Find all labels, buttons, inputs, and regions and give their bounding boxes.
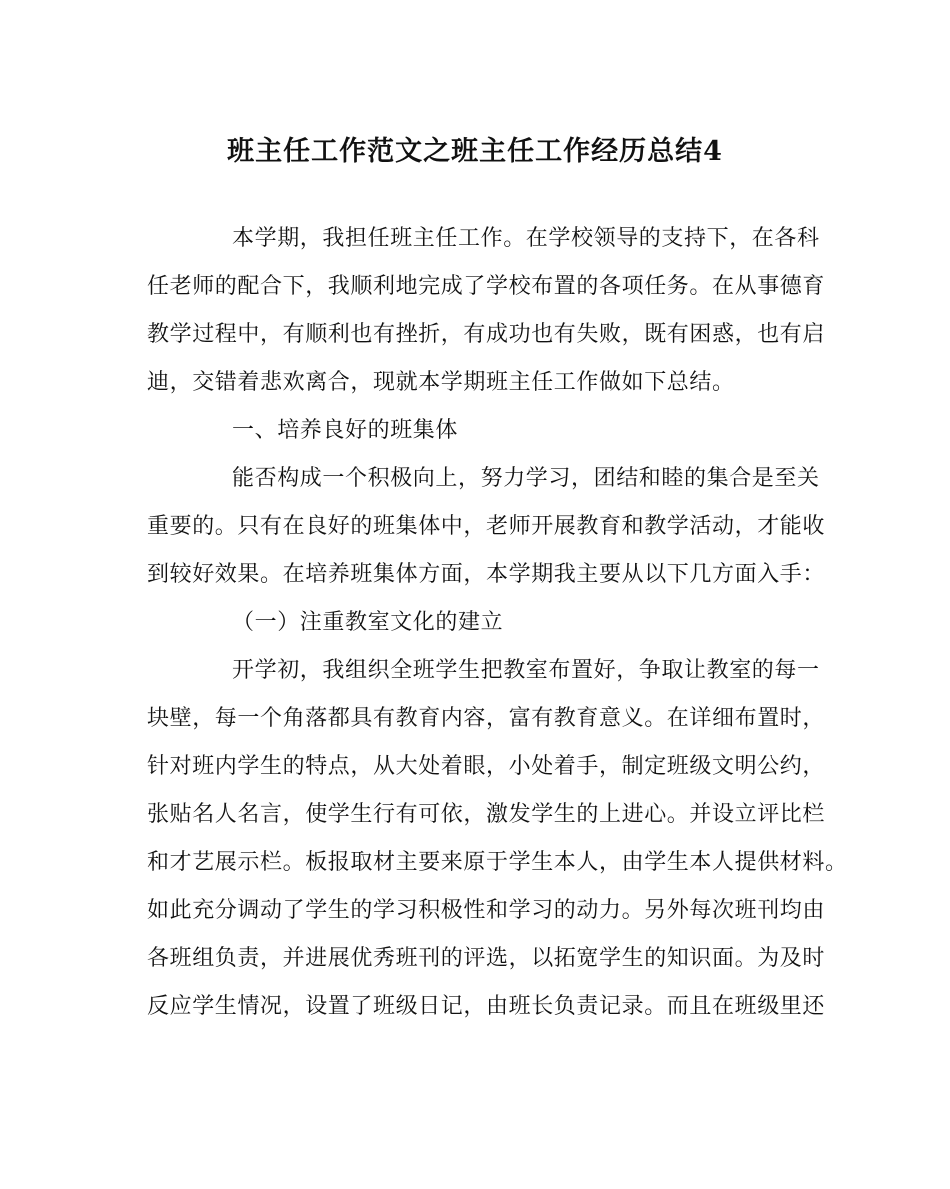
- paragraph-line: 如此充分调动了学生的学习积极性和学习的动力。另外每次班刊均由: [147, 898, 826, 923]
- paragraph-line: 到较好效果。在培养班集体方面，本学期我主要从以下几方面入手：: [147, 562, 826, 587]
- paragraph-line: 开学初，我组织全班学生把教室布置好，争取让教室的每一: [232, 658, 820, 683]
- paragraph-line: 本学期，我担任班主任工作。在学校领导的支持下，在各科: [232, 226, 820, 251]
- paragraph-line: 迪，交错着悲欢离合，现就本学期班主任工作做如下总结。: [147, 370, 735, 395]
- paragraph-line: 块壁，每一个角落都具有教育内容，富有教育意义。在详细布置时，: [147, 706, 826, 731]
- paragraph-line: 反应学生情况，设置了班级日记，由班长负责记录。而且在班级里还: [147, 994, 826, 1019]
- paragraph-line: 能否构成一个积极向上，努力学习，团结和睦的集合是至关: [232, 466, 820, 491]
- paragraph-line: 和才艺展示栏。板报取材主要来原于学生本人，由学生本人提供材料。: [147, 850, 848, 875]
- subsection-heading: （一）注重教室文化的建立: [232, 610, 504, 635]
- section-heading: 一、培养良好的班集体: [232, 418, 459, 443]
- paragraph-line: 张贴名人名言，使学生行有可依，激发学生的上进心。并设立评比栏: [147, 802, 826, 827]
- paragraph-line: 各班组负责，并进展优秀班刊的评选，以拓宽学生的知识面。为及时: [147, 946, 826, 971]
- paragraph-line: 重要的。只有在良好的班集体中，老师开展教育和教学活动，才能收: [147, 514, 826, 539]
- document-title: 班主任工作范文之班主任工作经历总结4: [227, 136, 723, 167]
- paragraph-line: 针对班内学生的特点，从大处着眼，小处着手，制定班级文明公约，: [147, 754, 826, 779]
- paragraph-line: 任老师的配合下，我顺利地完成了学校布置的各项任务。在从事德育: [147, 274, 826, 299]
- paragraph-line: 教学过程中，有顺利也有挫折，有成功也有失败，既有困惑，也有启: [147, 322, 826, 347]
